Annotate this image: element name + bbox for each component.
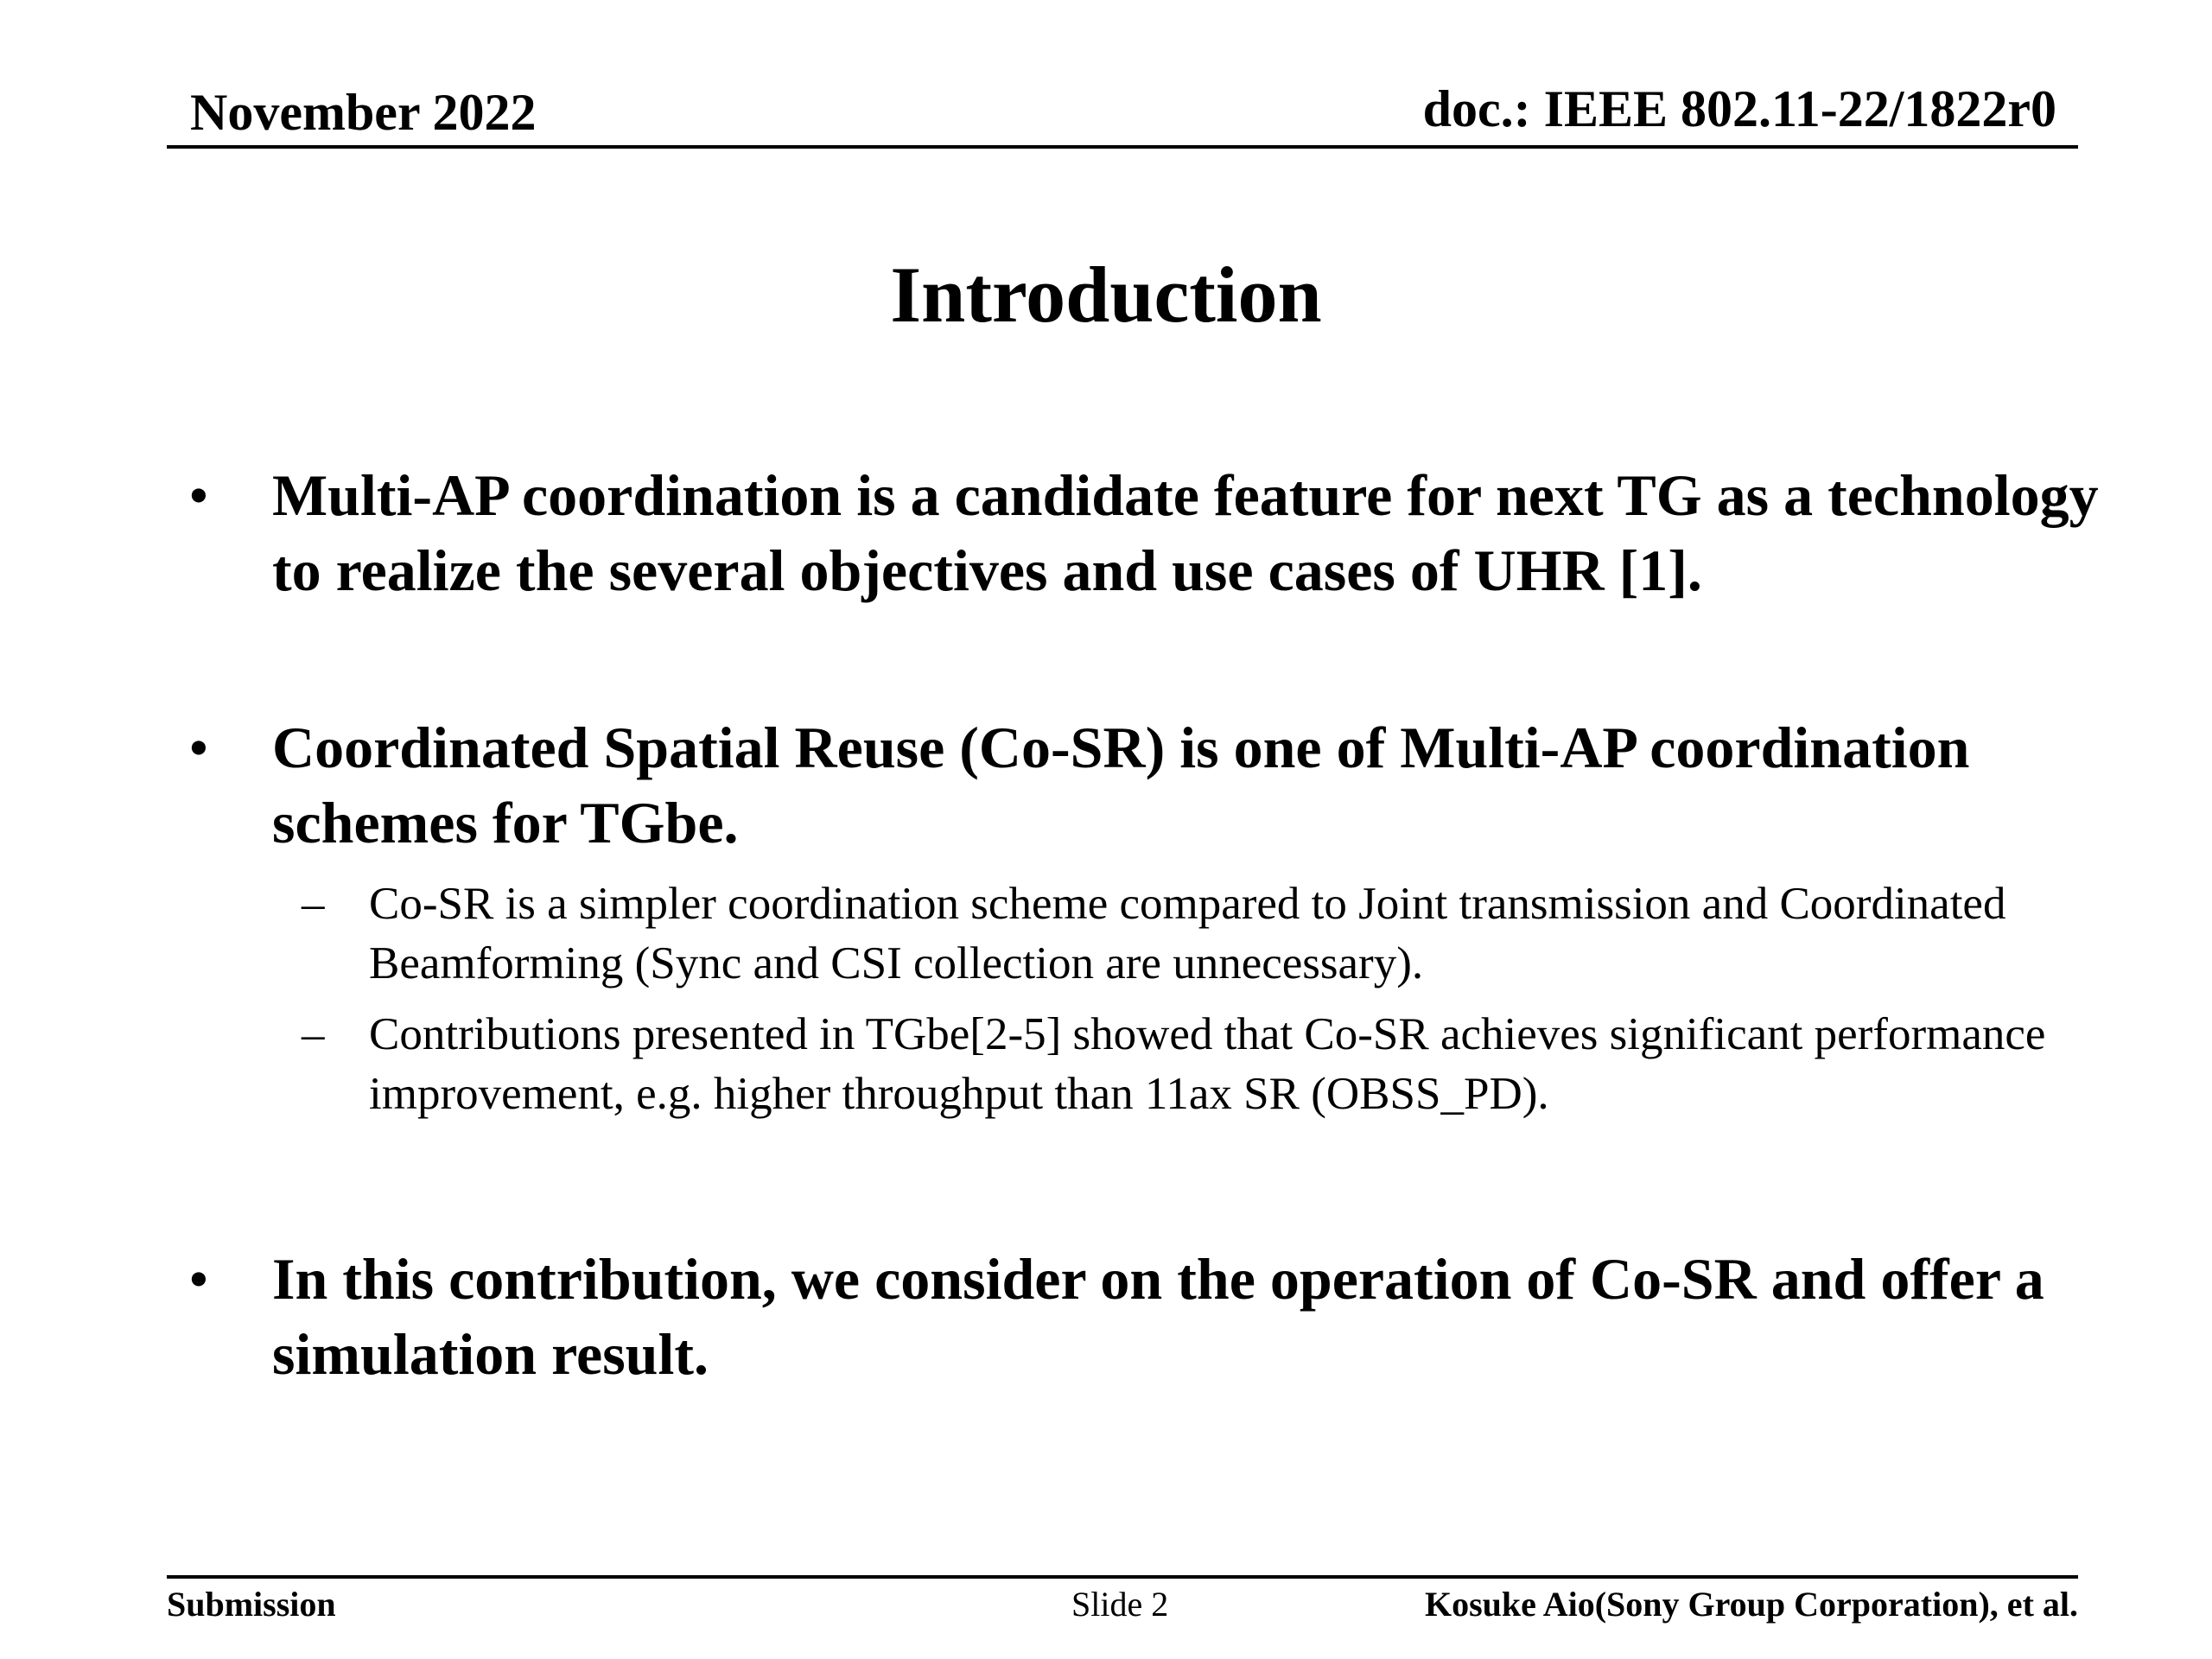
bullet-text: Multi-AP coordination is a candidate feature for next TG as a technology to realize the several objectives and use cases of UHR [1]. [272,462,2099,603]
sub-bullet-text: Contributions presented in TGbe[2-5] showed that Co-SR achieves significant performance improvement, e.g. higher throughput than 11ax SR (OBSS_PD). [369,1009,2046,1119]
footer-divider [167,1575,2078,1579]
header-date: November 2022 [190,84,537,141]
bullet-item [188,710,2113,861]
bullet-marker: • [188,1246,209,1312]
bullet-item [188,458,2113,608]
bullet-item [188,1242,2113,1392]
header-doc-id: doc.: IEEE 802.11-22/1822r0 [1422,80,2056,137]
bullet-marker: • [188,715,209,780]
sub-bullet-item [302,874,2106,994]
sub-bullet-text: Co-SR is a simpler coordination scheme compared to Joint transmission and Coordinated Beamforming (Sync and CSI collection are unnecessary). [369,879,2006,988]
footer-author: Kosuke Aio(Sony Group Corporation), et al. [1425,1585,2078,1624]
footer-submission: Submission [167,1585,336,1624]
bullet-marker: • [188,462,209,528]
bullet-text: Coordinated Spatial Reuse (Co-SR) is one of Multi-AP coordination schemes for TGbe. [272,715,1970,855]
bullet-text: In this contribution, we consider on the operation of Co-SR and offer a simulation result. [272,1246,2044,1387]
slide-title: Introduction [890,251,1322,339]
sub-bullet-marker: – [302,879,325,929]
sub-bullet-marker: – [302,1009,325,1059]
sub-bullet-item [302,1005,2106,1124]
footer-slide-number: Slide 2 [1071,1585,1169,1624]
